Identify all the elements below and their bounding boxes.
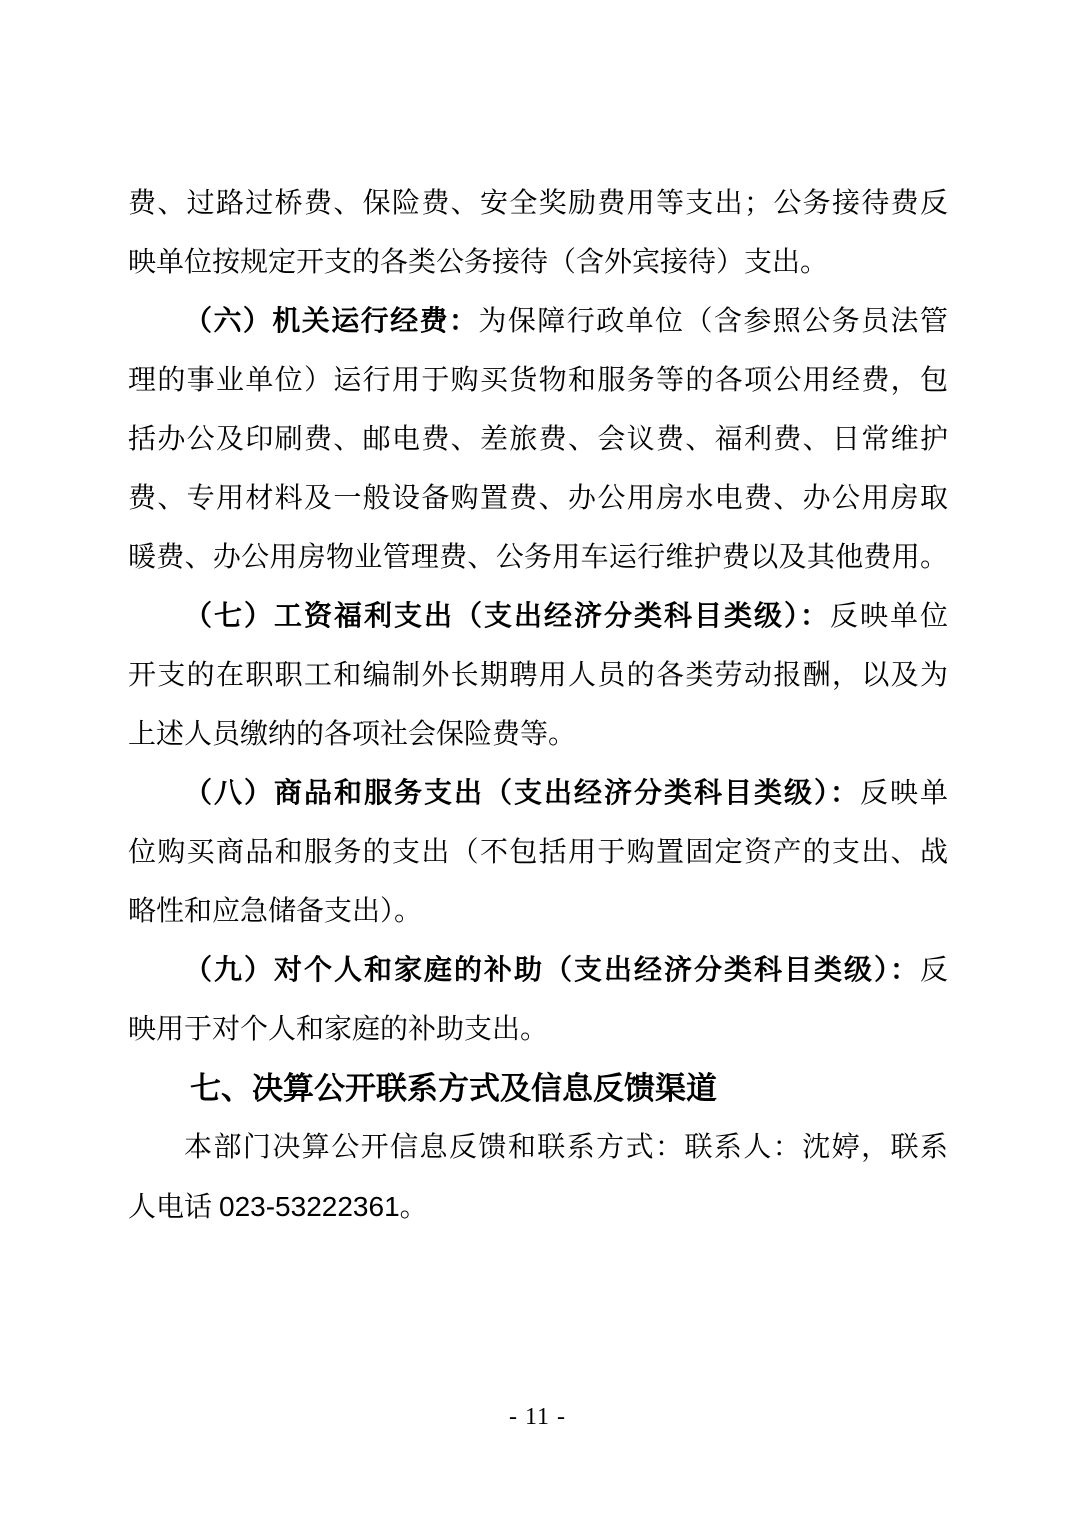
text-line: 费、过路过桥费、保险费、安全奖励费用等支出；公务接待费反	[128, 188, 948, 219]
text-run: 反	[919, 955, 948, 986]
text-run: 。	[399, 1192, 428, 1223]
text-line: 映单位按规定开支的各类公务接待（含外宾接待）支出。	[128, 247, 829, 278]
text-run: 为保障行政单位（含参照公务员法管	[478, 306, 948, 337]
paragraph-section-seven-wages-welfare	[128, 587, 948, 764]
text-line: 暖费、办公用房物业管理费、公务用车运行维护费以及其他费用。	[128, 542, 948, 573]
paragraph-section-eight-goods-services	[128, 764, 948, 941]
section-eight-label: （八）商品和服务支出（支出经济分类科目类级）：	[184, 778, 860, 809]
section-heading: 七、决算公开联系方式及信息反馈渠道	[190, 1071, 717, 1106]
page-number: - 11 -	[508, 1404, 567, 1430]
text-line: 开支的在职职工和编制外长期聘用人员的各类劳动报酬，以及为	[128, 660, 948, 691]
section-seven-label: （七）工资福利支出（支出经济分类科目类级）：	[184, 601, 830, 632]
paragraph-section-nine-individual-family-subsidies	[128, 941, 948, 1059]
text-run: 反映单	[859, 778, 948, 809]
section-six-label: （六）机关运行经费：	[184, 306, 479, 337]
contact-phone-number: 023-53222361	[219, 1191, 400, 1222]
text-line	[128, 1177, 948, 1236]
paragraph-reception-fees-continuation	[128, 174, 948, 292]
text-line: 本部门决算公开信息反馈和联系方式：联系人：沈婷，联系	[184, 1132, 948, 1163]
text-line	[128, 764, 948, 823]
document-body	[128, 174, 948, 1236]
text-line: 位购买商品和服务的支出（不包括用于购置固定资产的支出、战	[128, 837, 948, 868]
paragraph-contact-info	[128, 1118, 948, 1236]
text-line: 费、专用材料及一般设备购置费、办公用房水电费、办公用房取	[128, 483, 948, 514]
heading-contact-and-feedback-channels	[128, 1059, 948, 1118]
section-nine-label: （九）对个人和家庭的补助（支出经济分类科目类级）：	[184, 955, 920, 986]
text-line	[128, 587, 948, 646]
text-line: 略性和应急储备支出）。	[128, 896, 423, 927]
text-line	[128, 941, 948, 1000]
text-line	[128, 292, 948, 351]
text-run: 反映单位	[829, 601, 948, 632]
text-line: 上述人员缴纳的各项社会保险费等。	[128, 719, 577, 750]
text-line: 括办公及印刷费、邮电费、差旅费、会议费、福利费、日常维护	[128, 424, 948, 455]
paragraph-section-six-operating-funds	[128, 292, 948, 587]
text-line: 理的事业单位）运行用于购买货物和服务等的各项公用经费，包	[128, 365, 948, 396]
text-run: 人电话	[128, 1192, 220, 1223]
text-line: 映用于对个人和家庭的补助支出。	[128, 1014, 549, 1045]
